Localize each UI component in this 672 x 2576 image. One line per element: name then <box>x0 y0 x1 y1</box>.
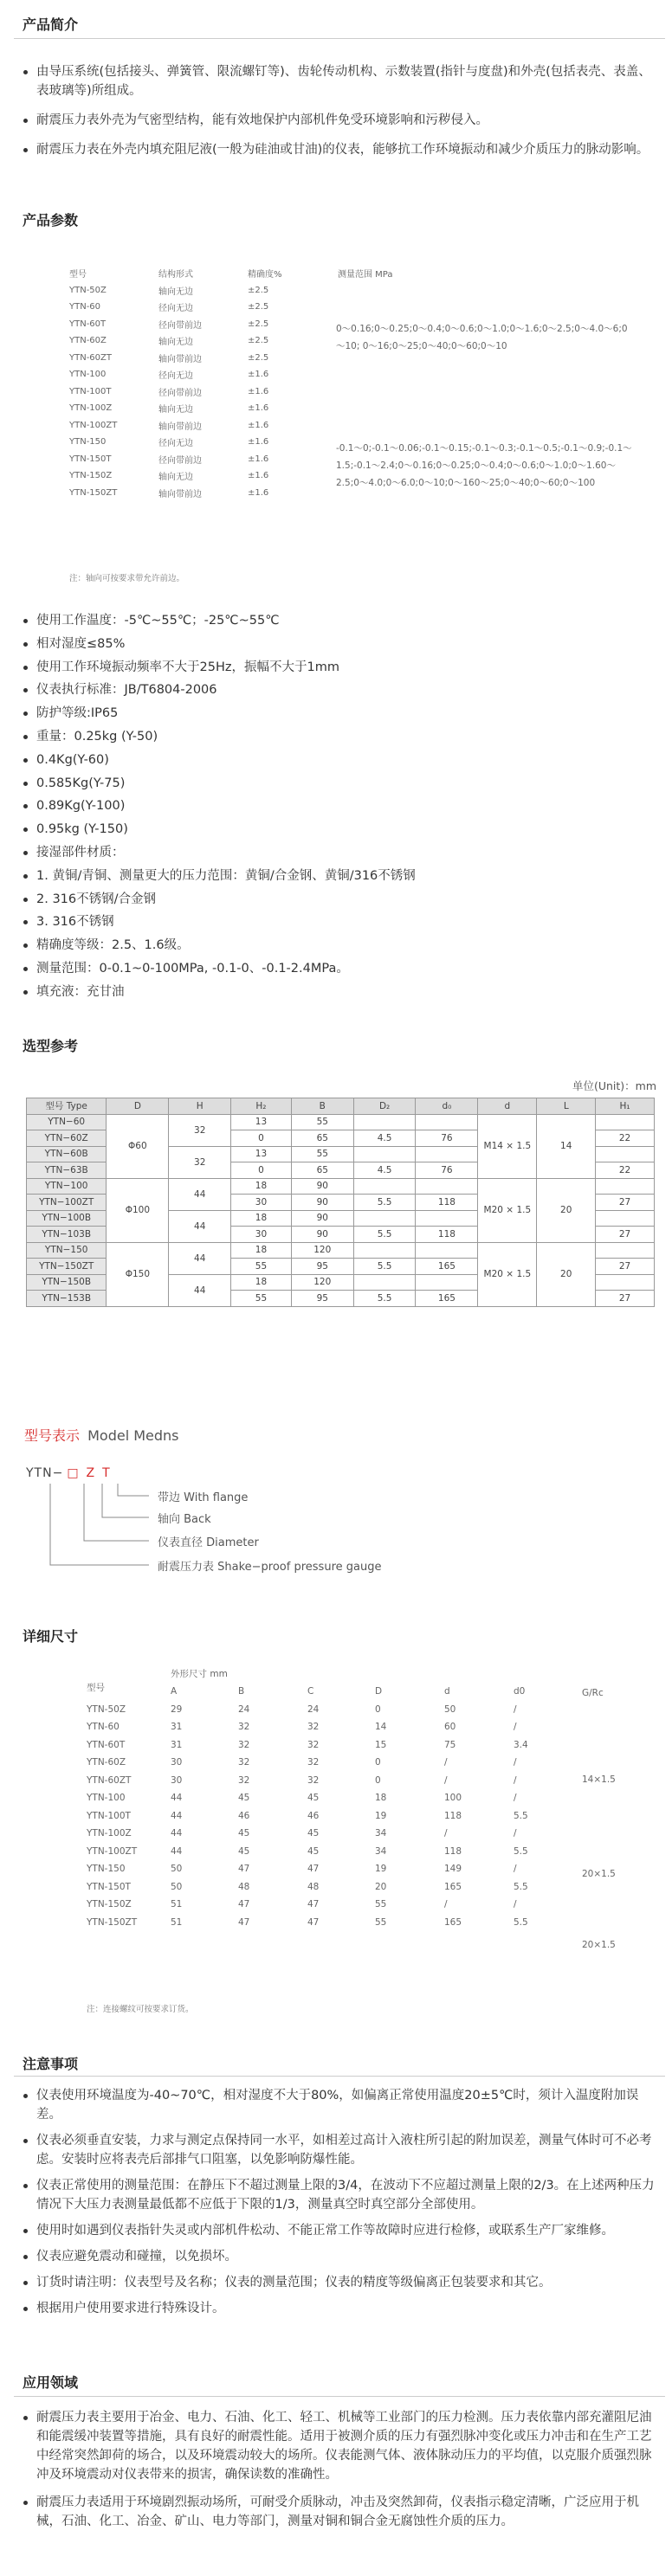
dims-cell: 19 <box>375 1864 387 1875</box>
params-cell: YTN-60T <box>69 319 107 329</box>
dims-cell: 30 <box>171 1774 183 1786</box>
dims-cell: 32 <box>238 1739 250 1750</box>
params-cell: ±1.6 <box>248 403 269 414</box>
dims-cell: 5.5 <box>514 1810 528 1821</box>
params-cell: YTN-60Z <box>69 336 107 346</box>
dims-cell: YTN-100T <box>87 1810 131 1821</box>
intro-item: 由导压系统(包括接头、弹簧管、限流螺钉等)、齿轮传动机构、示数装置(指针与度盘)和外壳(包括表壳、表盖、表玻璃等)所组成。 <box>19 62 660 100</box>
dims-cell: YTN-150ZT <box>87 1916 138 1928</box>
params-cell: ±2.5 <box>248 352 269 363</box>
dims-title: 详细尺寸 <box>23 1628 79 1645</box>
model-legend-flange: 带边 With flange <box>158 1491 249 1504</box>
dims-cell: 24 <box>307 1703 320 1715</box>
selection-h: 44 <box>169 1210 231 1242</box>
model-legend-diameter: 仪表直径 Diameter <box>158 1536 259 1549</box>
selection-cell: 165 <box>416 1259 478 1275</box>
dims-cell: YTN-60T <box>87 1739 126 1750</box>
selection-header: L <box>537 1098 596 1115</box>
dims-cell: / <box>514 1899 517 1910</box>
params-cell: ±2.5 <box>248 285 269 295</box>
dims-cell: / <box>514 1722 517 1733</box>
selection-cell: 76 <box>416 1130 478 1147</box>
params-cell: 径向带前边 <box>158 388 202 398</box>
dims-cell: 149 <box>444 1864 462 1875</box>
spec-item: 精确度等级：2.5、1.6级。 <box>19 936 660 955</box>
selection-cell: 22 <box>596 1162 655 1179</box>
selection-cell: 55 <box>231 1259 292 1275</box>
dims-cell: 24 <box>238 1703 250 1715</box>
params-header: 结构形式 <box>158 270 193 280</box>
params-range-1: 0～0.16;0～0.25;0～0.4;0～0.6;0～1.0;0～1.6;0～2.5;0～4.0～6;0～10; 0～16;0～25;0～40;0～60;0～10 <box>336 324 628 351</box>
dims-cell: 32 <box>307 1757 320 1768</box>
params-cell: YTN-100 <box>69 370 107 380</box>
dims-cell: YTN-60Z <box>87 1757 126 1768</box>
dims-cell: 118 <box>444 1845 462 1857</box>
selection-cell: 76 <box>416 1162 478 1179</box>
dims-cell: 60 <box>444 1722 456 1733</box>
dims-table <box>87 1683 574 1931</box>
dims-cell: 5.5 <box>514 1916 528 1928</box>
dims-row <box>87 1878 574 1897</box>
selection-thread: M20 × 1.5 <box>478 1178 537 1242</box>
selection-cell: 13 <box>231 1146 292 1162</box>
dims-cell: 45 <box>307 1828 320 1839</box>
intro-item: 耐震压力表外壳为气密型结构，能有效地保护内部机件免受环境影响和污秽侵入。 <box>19 111 660 130</box>
params-cell: 径向无边 <box>158 304 193 314</box>
dims-col: C <box>307 1686 314 1697</box>
caution-item: 根据用户使用要求进行特殊设计。 <box>19 2299 663 2318</box>
dims-header-model: 型号 <box>87 1683 105 1693</box>
dims-cell: YTN-50Z <box>87 1703 126 1715</box>
spec-item: 2. 316不锈钢/合金钢 <box>19 890 660 909</box>
dims-thread-3: 20×1.5 <box>582 1940 616 1950</box>
dims-cell: 5.5 <box>514 1845 528 1857</box>
selection-cell: 120 <box>291 1242 353 1259</box>
dims-cell: 45 <box>307 1793 320 1804</box>
dims-cell: 165 <box>444 1881 462 1892</box>
dims-cell: 47 <box>307 1899 320 1910</box>
selection-d: Φ60 <box>107 1114 169 1178</box>
selection-cell: 95 <box>291 1291 353 1307</box>
selection-type: YTN−60 <box>27 1114 107 1130</box>
application-title: 应用领域 <box>23 2374 79 2391</box>
selection-h: 32 <box>169 1114 231 1146</box>
params-range-2: -0.1～0;-0.1～0.06;-0.1～0.15;-0.1～0.3;-0.1～0.5;-0.1～0.9;-0.1～1.5;-0.1～2.4;0～0.16;0～0.25;0～0.4;0～0.6;0～1.0;0～1.60～2.5;0～4.0;0～6.0;0～10;0～160～25;0～40;0～60;0～100 <box>336 443 632 488</box>
selection-cell: 90 <box>291 1227 353 1243</box>
spec-item: 0.89Kg(Y-100) <box>19 796 660 815</box>
dims-cell: YTN-100ZT <box>87 1845 138 1857</box>
dims-cell: 32 <box>307 1739 320 1750</box>
params-cell: ±1.6 <box>248 487 269 498</box>
selection-header: d₀ <box>416 1098 478 1115</box>
dims-cell: YTN-150 <box>87 1864 126 1875</box>
dims-row <box>87 1754 574 1772</box>
dims-cell: 14 <box>375 1722 387 1733</box>
selection-header: H₂ <box>231 1098 292 1115</box>
params-cell: ±2.5 <box>248 319 269 329</box>
intro-item: 耐震压力表在外壳内填充阻尼液(一般为硅油或甘油)的仪表，能够抗工作环境振动和减少介质压力的脉动影响。 <box>19 140 660 159</box>
selection-cell: 65 <box>291 1130 353 1147</box>
selection-header: D <box>107 1098 169 1115</box>
selection-header: d <box>478 1098 537 1115</box>
params-header: 测量范围 MPa <box>338 270 393 280</box>
dims-cell: 34 <box>375 1845 387 1857</box>
dims-cell: 118 <box>444 1810 462 1821</box>
selection-header: H <box>169 1098 231 1115</box>
selection-cell: 118 <box>416 1195 478 1211</box>
params-cell: 轴向带前边 <box>158 354 202 364</box>
selection-l: 14 <box>537 1114 596 1178</box>
params-title: 产品参数 <box>23 212 79 229</box>
selection-cell: 90 <box>291 1210 353 1227</box>
params-cell: ±1.6 <box>248 454 269 464</box>
params-cell: ±1.6 <box>248 370 269 380</box>
params-cell: 轴向带前边 <box>158 489 202 499</box>
dims-cell: YTN-60 <box>87 1722 120 1733</box>
selection-cell: 95 <box>291 1259 353 1275</box>
params-cell: 径向带前边 <box>158 320 202 331</box>
selection-cell: 5.5 <box>353 1291 416 1307</box>
model-code-t: T <box>102 1466 111 1480</box>
dims-row <box>87 1825 574 1843</box>
dims-col: d <box>444 1686 450 1697</box>
dims-cell: / <box>514 1828 517 1839</box>
caution-item: 仪表应避免震动和碰撞，以免损坏。 <box>19 2247 663 2266</box>
selection-cell: 27 <box>596 1195 655 1211</box>
dims-thread-2: 20×1.5 <box>582 1869 616 1879</box>
caution-item: 订货时请注明：仪表型号及名称；仪表的测量范围；仪表的精度等级偏离正包装要求和其它。 <box>19 2273 663 2292</box>
spec-item: 仪表执行标准：JB/T6804-2006 <box>19 680 660 699</box>
dims-cell: 32 <box>238 1722 250 1733</box>
dims-cell: 20 <box>375 1881 387 1892</box>
selection-cell: 55 <box>291 1114 353 1130</box>
params-cell: YTN-100ZT <box>69 420 118 430</box>
dims-cell: 32 <box>238 1774 250 1786</box>
dims-note: 注：连接螺纹可按要求订货。 <box>87 2005 194 2014</box>
dims-cell: 51 <box>171 1899 183 1910</box>
dims-cell: 3.4 <box>514 1739 528 1750</box>
selection-title: 选型参考 <box>23 1038 79 1054</box>
dims-thread-1: 14×1.5 <box>582 1774 616 1785</box>
params-cell: YTN-150ZT <box>69 487 118 498</box>
selection-cell: 118 <box>416 1227 478 1243</box>
spec-item: 测量范围：0-0.1~0-100MPa, -0.1-0、-0.1-2.4MPa。 <box>19 959 660 978</box>
dims-row <box>87 1772 574 1790</box>
selection-thread: M20 × 1.5 <box>478 1242 537 1306</box>
dims-cell: 29 <box>171 1703 183 1715</box>
params-cell: ±2.5 <box>248 336 269 346</box>
selection-type: YTN−150 <box>27 1242 107 1259</box>
cautions-divider <box>14 2076 665 2077</box>
application-divider <box>14 2396 665 2397</box>
dims-cell: / <box>444 1774 448 1786</box>
spec-item: 使用工作环境振动频率不大于25Hz，振幅不大于1mm <box>19 658 660 677</box>
model-legend-back: 轴向 Back <box>158 1513 211 1526</box>
selection-type: YTN−60B <box>27 1146 107 1162</box>
selection-cell: 165 <box>416 1291 478 1307</box>
dims-cell: 47 <box>238 1864 250 1875</box>
model-code-prefix: YTN <box>26 1466 53 1480</box>
dims-cell: 51 <box>171 1916 183 1928</box>
selection-cell: 4.5 <box>353 1162 416 1179</box>
spec-item: 0.585Kg(Y-75) <box>19 774 660 793</box>
dims-cell: 0 <box>375 1774 381 1786</box>
params-cell: YTN-50Z <box>69 285 107 295</box>
dims-cell: / <box>444 1828 448 1839</box>
application-item: 耐震压力表适用于环境剧烈振动场所，可耐受介质脉动，冲击及突然卸荷，仪表指示稳定清晰，广泛应用于机械，石油、化工、冶金、矿山、电力等部门，测量对铜和铜合金无腐蚀性介质的压力。 <box>19 2493 663 2531</box>
params-cell: YTN-100Z <box>69 403 113 414</box>
selection-cell: 30 <box>231 1195 292 1211</box>
dims-header-thread: G/Rc <box>582 1688 604 1698</box>
params-header: 型号 <box>69 270 87 280</box>
selection-cell: 27 <box>596 1227 655 1243</box>
dims-col: d0 <box>514 1686 526 1697</box>
selection-type: YTN−100 <box>27 1178 107 1195</box>
selection-header: H₁ <box>596 1098 655 1115</box>
selection-h: 32 <box>169 1146 231 1178</box>
params-cell: 轴向无边 <box>158 405 193 415</box>
selection-cell: 18 <box>231 1210 292 1227</box>
params-cell: 轴向带前边 <box>158 422 202 432</box>
dims-cell: YTN-60ZT <box>87 1774 132 1786</box>
dims-cell: 31 <box>171 1722 183 1733</box>
params-cell: ±1.6 <box>248 471 269 481</box>
model-code-z: Z <box>86 1466 96 1480</box>
dims-cell: 15 <box>375 1739 387 1750</box>
dims-row <box>87 1807 574 1826</box>
spec-item: 填充液：充甘油 <box>19 982 660 1001</box>
application-list <box>19 2408 663 2531</box>
params-cell: YTN-60 <box>69 302 101 312</box>
dims-row <box>87 1914 574 1932</box>
selection-d: Φ100 <box>107 1178 169 1242</box>
selection-h: 44 <box>169 1178 231 1210</box>
dims-cell: 31 <box>171 1739 183 1750</box>
dims-cell: 0 <box>375 1757 381 1768</box>
selection-cell: 30 <box>231 1227 292 1243</box>
params-cell: 径向带前边 <box>158 455 202 466</box>
dims-cell: 30 <box>171 1757 183 1768</box>
selection-cell: 18 <box>231 1178 292 1195</box>
dims-cell: / <box>514 1774 517 1786</box>
leader-flange <box>118 1484 149 1496</box>
params-cell: ±2.5 <box>248 302 269 312</box>
dims-row <box>87 1843 574 1861</box>
params-note: 注：轴向可按要求带允许前边。 <box>69 574 185 583</box>
spec-item: 3. 316不锈钢 <box>19 912 660 931</box>
dims-row <box>87 1718 574 1736</box>
selection-type: YTN−150ZT <box>27 1259 107 1275</box>
model-legend-type: 耐震压力表 Shake−proof pressure gauge <box>158 1561 382 1574</box>
selection-type: YTN−103B <box>27 1227 107 1243</box>
dims-cell: 45 <box>238 1845 250 1857</box>
selection-cell: 0 <box>231 1162 292 1179</box>
selection-cell: 120 <box>291 1274 353 1291</box>
dims-cell: YTN-100Z <box>87 1828 132 1839</box>
selection-cell: 13 <box>231 1114 292 1130</box>
dims-row <box>87 1701 574 1719</box>
dims-col: A <box>171 1686 178 1697</box>
dims-row <box>87 1860 574 1878</box>
dims-cell: 44 <box>171 1793 183 1804</box>
dims-cell: 100 <box>444 1793 462 1804</box>
dims-cell: 47 <box>307 1916 320 1928</box>
selection-type: YTN−63B <box>27 1162 107 1179</box>
dims-cell: 19 <box>375 1810 387 1821</box>
selection-d: Φ150 <box>107 1242 169 1306</box>
params-cell: YTN-100T <box>69 386 112 396</box>
selection-cell: 0 <box>231 1130 292 1147</box>
selection-type: YTN−60Z <box>27 1130 107 1147</box>
dims-col: B <box>238 1686 245 1697</box>
selection-cell: 90 <box>291 1178 353 1195</box>
params-cell: 轴向无边 <box>158 473 193 483</box>
application-item: 耐震压力表主要用于冶金、电力、石油、化工、轻工、机械等工业部门的压力检测。压力表依靠内部充灌阻尼油和能震缓冲装置等措施，具有良好的耐震性能。适用于被测介质的压力有强烈脉冲变化或压力冲击和在生产工艺中经常突然卸荷的场合，以及环境震动较大的场所。仪表能测气体、液体脉动压力的平均值，以克服介质强烈脉冲及环境震动对仪表带来的损害，确保读数的准确性。 <box>19 2408 663 2484</box>
dims-cell: 32 <box>307 1774 320 1786</box>
selection-type: YTN−100B <box>27 1210 107 1227</box>
dims-col-row <box>87 1683 574 1701</box>
spec-item: 使用工作温度：-5℃~55℃；-25℃~55℃ <box>19 611 660 630</box>
dims-cell: 47 <box>238 1916 250 1928</box>
selection-type: YTN−153B <box>27 1291 107 1307</box>
selection-cell: 5.5 <box>353 1195 416 1211</box>
selection-cell: 27 <box>596 1291 655 1307</box>
params-header: 精确度% <box>248 270 282 280</box>
dims-cell: 45 <box>307 1845 320 1857</box>
selection-cell: 22 <box>596 1130 655 1147</box>
spec-item: 1. 黄铜/青铜、测量更大的压力范围：黄铜/合金钢、黄铜/316不锈钢 <box>19 866 660 886</box>
dims-cell: 44 <box>171 1845 183 1857</box>
dims-cell: / <box>444 1899 448 1910</box>
params-cell: 径向无边 <box>158 371 193 382</box>
model-code-dash: − <box>52 1466 64 1480</box>
dims-cell: YTN-150Z <box>87 1899 132 1910</box>
selection-cell: 55 <box>291 1146 353 1162</box>
dims-cell: / <box>514 1703 517 1715</box>
dims-cell: 46 <box>307 1810 320 1821</box>
dims-cell: 48 <box>238 1881 250 1892</box>
selection-type: YTN−150B <box>27 1274 107 1291</box>
params-cell: ±1.6 <box>248 437 269 448</box>
dims-cell: / <box>514 1864 517 1875</box>
caution-item: 仪表必须垂直安装，力求与测定点保持同一水平，如相差过高计入液柱所引起的附加误差，测量气体时可不必考虑。安装时应将表壳后部排气口阻塞，以免影响防爆性能。 <box>19 2131 663 2169</box>
dims-cell: 46 <box>238 1810 250 1821</box>
dims-cell: 45 <box>238 1793 250 1804</box>
params-cell: ±1.6 <box>248 386 269 396</box>
selection-cell: 65 <box>291 1162 353 1179</box>
selection-cell: 5.5 <box>353 1227 416 1243</box>
dims-cell: 75 <box>444 1739 456 1750</box>
dims-row <box>87 1736 574 1755</box>
params-cell: YTN-150Z <box>69 471 113 481</box>
caution-item: 仪表使用环境温度为-40~70℃，相对湿度不大于80%，如偏离正常使用温度20±5℃时，须计入温度附加误差。 <box>19 2086 663 2124</box>
dims-cell: 32 <box>238 1757 250 1768</box>
cautions-list <box>19 2086 663 2318</box>
selection-header: 型号 Type <box>27 1098 107 1115</box>
spec-item: 0.4Kg(Y-60) <box>19 750 660 770</box>
dims-col: D <box>375 1686 383 1697</box>
selection-cell: 18 <box>231 1242 292 1259</box>
selection-cell: 27 <box>596 1259 655 1275</box>
dims-cell: 44 <box>171 1828 183 1839</box>
params-cell: 径向无边 <box>158 439 193 449</box>
selection-type: YTN−100ZT <box>27 1195 107 1211</box>
dims-cell: 47 <box>307 1864 320 1875</box>
dims-row <box>87 1896 574 1914</box>
selection-cell: 18 <box>231 1274 292 1291</box>
selection-l: 20 <box>537 1178 596 1242</box>
selection-header: B <box>291 1098 353 1115</box>
dims-cell: 32 <box>307 1722 320 1733</box>
params-cell: 轴向无边 <box>158 338 193 348</box>
dims-cell: / <box>514 1757 517 1768</box>
dims-cell: 18 <box>375 1793 387 1804</box>
selection-thread: M14 × 1.5 <box>478 1114 537 1178</box>
selection-cell: 4.5 <box>353 1130 416 1147</box>
caution-item: 仪表正常使用的测量范围：在静压下不超过测量上限的3/4，在波动下不应超过测量上限的2/3。在上述两种压力情况下大压力表测量最低都不应低于下限的1/3，测量真空时真空部分全部使用。 <box>19 2176 663 2214</box>
dims-cell: 50 <box>444 1703 456 1715</box>
spec-item: 接湿部件材质： <box>19 843 660 862</box>
selection-h: 44 <box>169 1242 231 1274</box>
spec-item: 0.95kg (Y-150) <box>19 820 660 839</box>
model-title-cn: 型号表示 <box>24 1427 81 1444</box>
dims-cell: YTN-100 <box>87 1793 126 1804</box>
selection-cell: 55 <box>231 1291 292 1307</box>
dims-cell: 50 <box>171 1881 183 1892</box>
dims-cell: 44 <box>171 1810 183 1821</box>
dims-header-outer: 外形尺寸 mm <box>171 1669 228 1679</box>
leader-back <box>102 1484 149 1517</box>
spec-item: 防护等级:IP65 <box>19 704 660 723</box>
dims-cell: 50 <box>171 1864 183 1875</box>
model-title-en: Model Medns <box>87 1427 179 1444</box>
dims-cell: 45 <box>238 1828 250 1839</box>
params-cell: YTN-60ZT <box>69 352 112 363</box>
selection-l: 20 <box>537 1242 596 1306</box>
dims-cell: 47 <box>238 1899 250 1910</box>
dims-cell: 34 <box>375 1828 387 1839</box>
params-cell: ±1.6 <box>248 420 269 430</box>
dims-row <box>87 1789 574 1807</box>
selection-unit: 单位(Unit)：mm <box>572 1079 656 1092</box>
params-cell: 轴向无边 <box>158 287 193 297</box>
dims-cell: YTN-150T <box>87 1881 131 1892</box>
selection-cell: 5.5 <box>353 1259 416 1275</box>
dims-cell: 55 <box>375 1899 387 1910</box>
dims-cell: 0 <box>375 1703 381 1715</box>
dims-cell: / <box>514 1793 517 1804</box>
params-cell: YTN-150T <box>69 454 112 464</box>
dims-cell: 165 <box>444 1916 462 1928</box>
intro-title: 产品简介 <box>23 16 79 33</box>
selection-cell: 90 <box>291 1195 353 1211</box>
dims-cell: 55 <box>375 1916 387 1928</box>
dims-cell: 5.5 <box>514 1881 528 1892</box>
dims-cell: / <box>444 1757 448 1768</box>
selection-h: 44 <box>169 1274 231 1306</box>
caution-item: 使用时如遇到仪表指针失灵或内部机件松动、不能正常工作等故障时应进行检修，或联系生产厂家维修。 <box>19 2221 663 2240</box>
spec-item: 重量：0.25kg (Y-50) <box>19 727 660 746</box>
params-cell: YTN-150 <box>69 437 107 448</box>
selection-header: D₂ <box>353 1098 416 1115</box>
model-code-box: □ <box>67 1466 80 1480</box>
dims-cell: 48 <box>307 1881 320 1892</box>
spec-item: 相对湿度≤85% <box>19 634 660 654</box>
leader-diameter <box>84 1484 149 1541</box>
cautions-title: 注意事项 <box>23 2056 79 2072</box>
